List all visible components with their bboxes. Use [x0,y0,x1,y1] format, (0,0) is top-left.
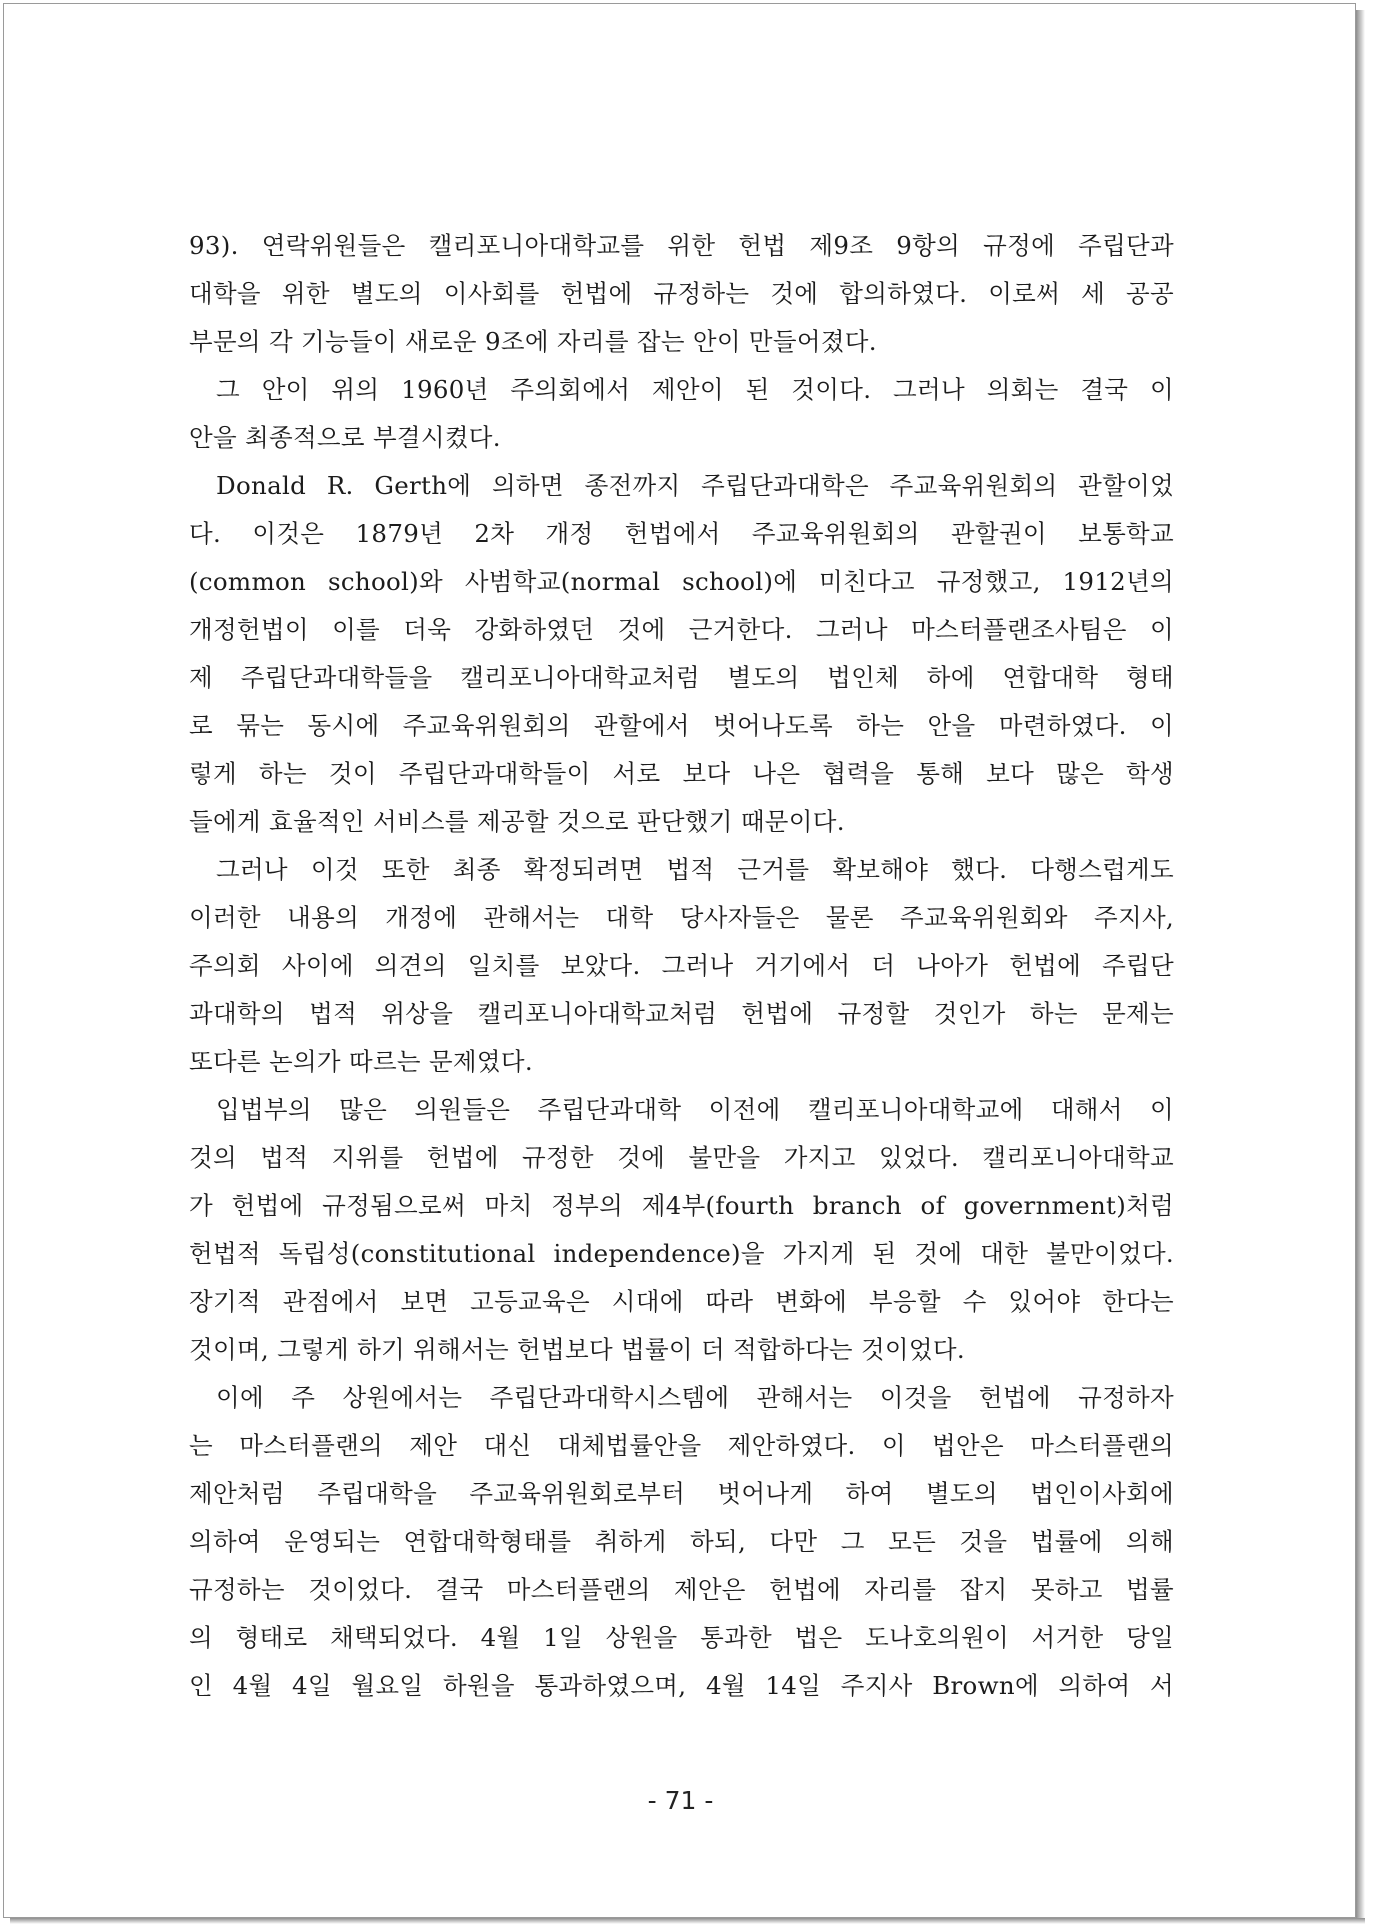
page-number: - 71 - [647,1786,714,1815]
page-shadow-bottom [10,1918,1365,1924]
text-line: 그러나 이것 또한 최종 확정되려면 법적 근거를 확보해야 했다. 다행스럽게도 [216,855,1174,884]
text-line: 장기적 관점에서 보면 고등교육은 시대에 따라 변화에 부응할 수 있어야 한다는 [189,1287,1174,1316]
text-line: 는 마스터플랜의 제안 대신 대체법률안을 제안하였다. 이 법안은 마스터플랜의 [189,1431,1174,1460]
body-text [189,222,1174,1710]
text-line: 개정헌법이 이를 더욱 강화하였던 것에 근거한다. 그러나 마스터플랜조사팀은 이 [189,615,1174,644]
text-line: 이에 주 상원에서는 주립단과대학시스템에 관해서는 이것을 헌법에 규정하자 [216,1383,1174,1412]
text-line: 안을 최종적으로 부결시켰다. [189,423,501,452]
text-line: Donald R. Gerth에 의하면 종전까지 주립단과대학은 주교육위원회의 관할이었 [216,471,1174,500]
text-line: 것이며, 그렇게 하기 위해서는 헌법보다 법률이 더 적합하다는 것이었다. [189,1335,965,1364]
text-line: 이러한 내용의 개정에 관해서는 대학 당사자들은 물론 주교육위원회와 주지사, [189,903,1174,932]
text-line: 또다른 논의가 따르는 문제였다. [189,1047,533,1076]
text-line: 그 안이 위의 1960년 주의회에서 제안이 된 것이다. 그러나 의회는 결국 이 [216,375,1174,404]
text-line: 인 4월 4일 월요일 하원을 통과하였으며, 4월 14일 주지사 Brown에 의하여 서 [189,1671,1174,1700]
page-shadow-right [1356,10,1365,1924]
text-line: (common school)와 사범학교(normal school)에 미친다고 규정했고, 1912년의 [189,567,1174,596]
text-line: 것의 법적 지위를 헌법에 규정한 것에 불만을 가지고 있었다. 캘리포니아대학교 [189,1143,1174,1172]
text-line: 과대학의 법적 위상을 캘리포니아대학교처럼 헌법에 규정할 것인가 하는 문제는 [189,999,1174,1028]
text-line: 의 형태로 채택되었다. 4월 1일 상원을 통과한 법은 도나호의원이 서거한 당일 [189,1623,1174,1652]
text-line: 입법부의 많은 의원들은 주립단과대학 이전에 캘리포니아대학교에 대해서 이 [216,1095,1174,1124]
text-line: 제안처럼 주립대학을 주교육위원회로부터 벗어나게 하여 별도의 법인이사회에 [189,1479,1174,1508]
text-line: 주의회 사이에 의견의 일치를 보았다. 그러나 거기에서 더 나아가 헌법에 주립단 [189,951,1174,980]
text-line: 규정하는 것이었다. 결국 마스터플랜의 제안은 헌법에 자리를 잡지 못하고 법률 [189,1575,1174,1604]
text-line: 들에게 효율적인 서비스를 제공할 것으로 판단했기 때문이다. [189,807,845,836]
text-line: 제 주립단과대학들을 캘리포니아대학교처럼 별도의 법인체 하에 연합대학 형태 [189,663,1174,692]
text-line: 다. 이것은 1879년 2차 개정 헌법에서 주교육위원회의 관할권이 보통학교 [189,519,1174,548]
text-line: 렇게 하는 것이 주립단과대학들이 서로 보다 나은 협력을 통해 보다 많은 학생 [189,759,1174,788]
text-line: 로 묶는 동시에 주교육위원회의 관할에서 벗어나도록 하는 안을 마련하였다. 이 [189,711,1174,740]
text-line: 대학을 위한 별도의 이사회를 헌법에 규정하는 것에 합의하였다. 이로써 세 공공 [189,279,1174,308]
text-line: 헌법적 독립성(constitutional independence)을 가지게 된 것에 대한 불만이었다. [189,1239,1174,1268]
text-line: 가 헌법에 규정됨으로써 마치 정부의 제4부(fourth branch of government)처럼 [189,1191,1174,1220]
document-page [3,3,1356,1918]
text-line: 부문의 각 기능들이 새로운 9조에 자리를 잡는 안이 만들어졌다. [189,327,877,356]
text-line: 의하여 운영되는 연합대학형태를 취하게 하되, 다만 그 모든 것을 법률에 의해 [189,1527,1174,1556]
text-line: 93). 연락위원들은 캘리포니아대학교를 위한 헌법 제9조 9항의 규정에 주립단과 [189,231,1174,260]
